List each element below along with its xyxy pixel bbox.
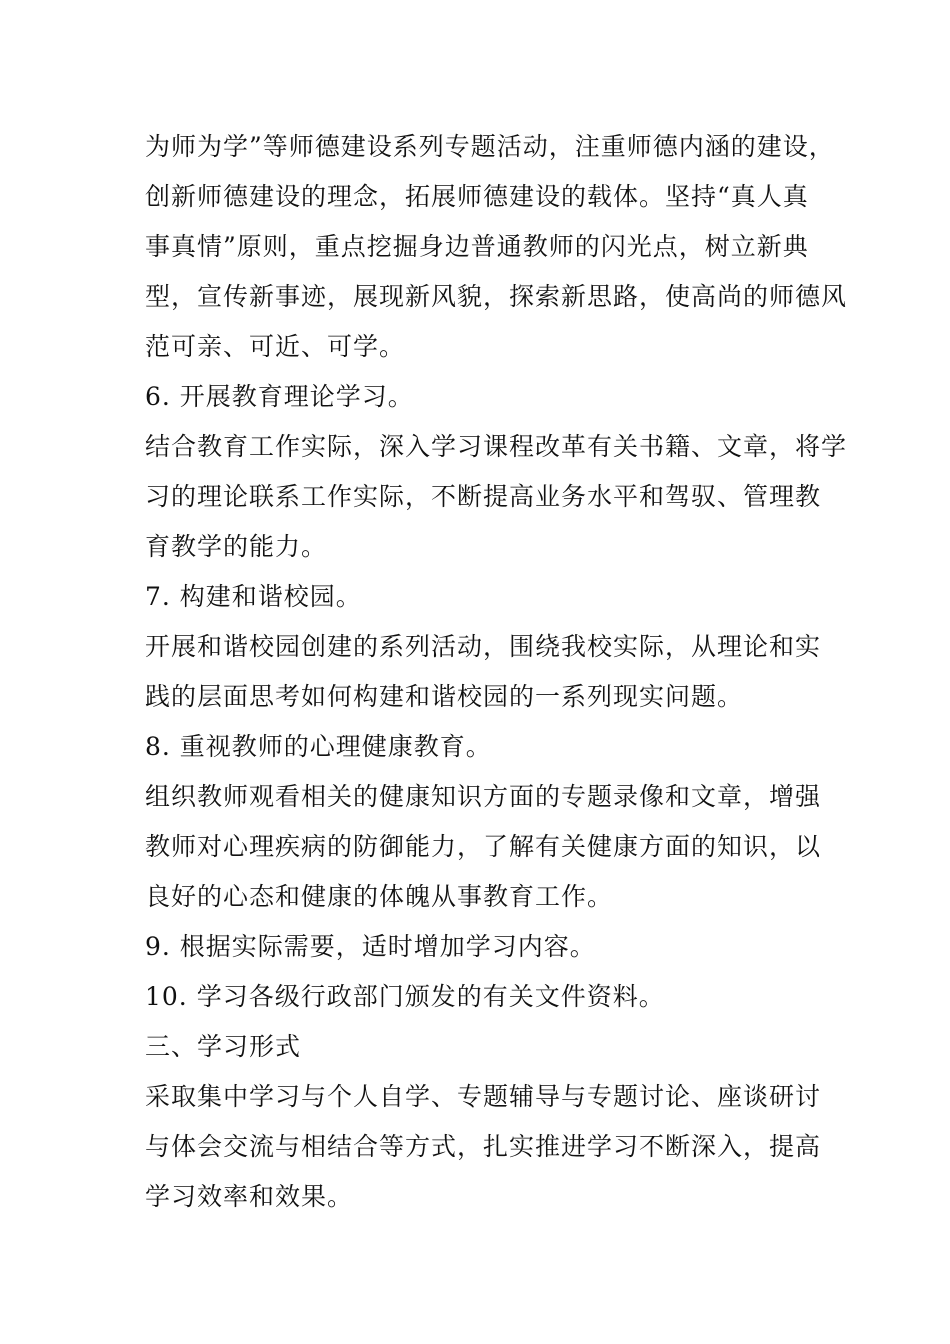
text-line: 结合教育工作实际，深入学习课程改革有关书籍、文章，将学 [145, 432, 848, 461]
item-heading: 10. 学习各级行政部门颁发的有关文件资料。 [145, 982, 665, 1011]
text-line: 型，宣传新事迹，展现新风貌，探索新思路，使高尚的师德风 [145, 282, 848, 311]
text-line: 事真情”原则，重点挖掘身边普通教师的闪光点，树立新典 [145, 232, 809, 261]
item-heading: 8. 重视教师的心理健康教育。 [145, 732, 492, 761]
text-line: 为师为学”等师德建设系列专题活动，注重师德内涵的建设， [145, 132, 835, 161]
item-heading: 9. 根据实际需要，适时增加学习内容。 [145, 932, 596, 961]
document-body [145, 122, 848, 1222]
item-heading: 7. 构建和谐校园。 [145, 582, 362, 611]
text-line: 创新师德建设的理念，拓展师德建设的载体。坚持“真人真 [145, 182, 809, 211]
text-line: 习的理论联系工作实际，不断提高业务水平和驾驭、管理教 [145, 482, 822, 511]
text-line: 范可亲、可近、可学。 [145, 332, 406, 361]
text-line: 与体会交流与相结合等方式，扎实推进学习不断深入，提高 [145, 1132, 822, 1161]
text-line: 践的层面思考如何构建和谐校园的一系列现实问题。 [145, 682, 744, 711]
text-line: 开展和谐校园创建的系列活动，围绕我校实际，从理论和实 [145, 632, 822, 661]
text-line: 良好的心态和健康的体魄从事教育工作。 [145, 882, 614, 911]
text-line: 学习效率和效果。 [145, 1182, 354, 1211]
text-line: 育教学的能力。 [145, 532, 328, 561]
section-heading: 三、学习形式 [145, 1032, 302, 1061]
text-line: 组织教师观看相关的健康知识方面的专题录像和文章，增强 [145, 782, 822, 811]
text-line: 教师对心理疾病的防御能力，了解有关健康方面的知识，以 [145, 832, 822, 861]
text-line: 采取集中学习与个人自学、专题辅导与专题讨论、座谈研讨 [145, 1082, 822, 1111]
item-heading: 6. 开展教育理论学习。 [145, 382, 414, 411]
